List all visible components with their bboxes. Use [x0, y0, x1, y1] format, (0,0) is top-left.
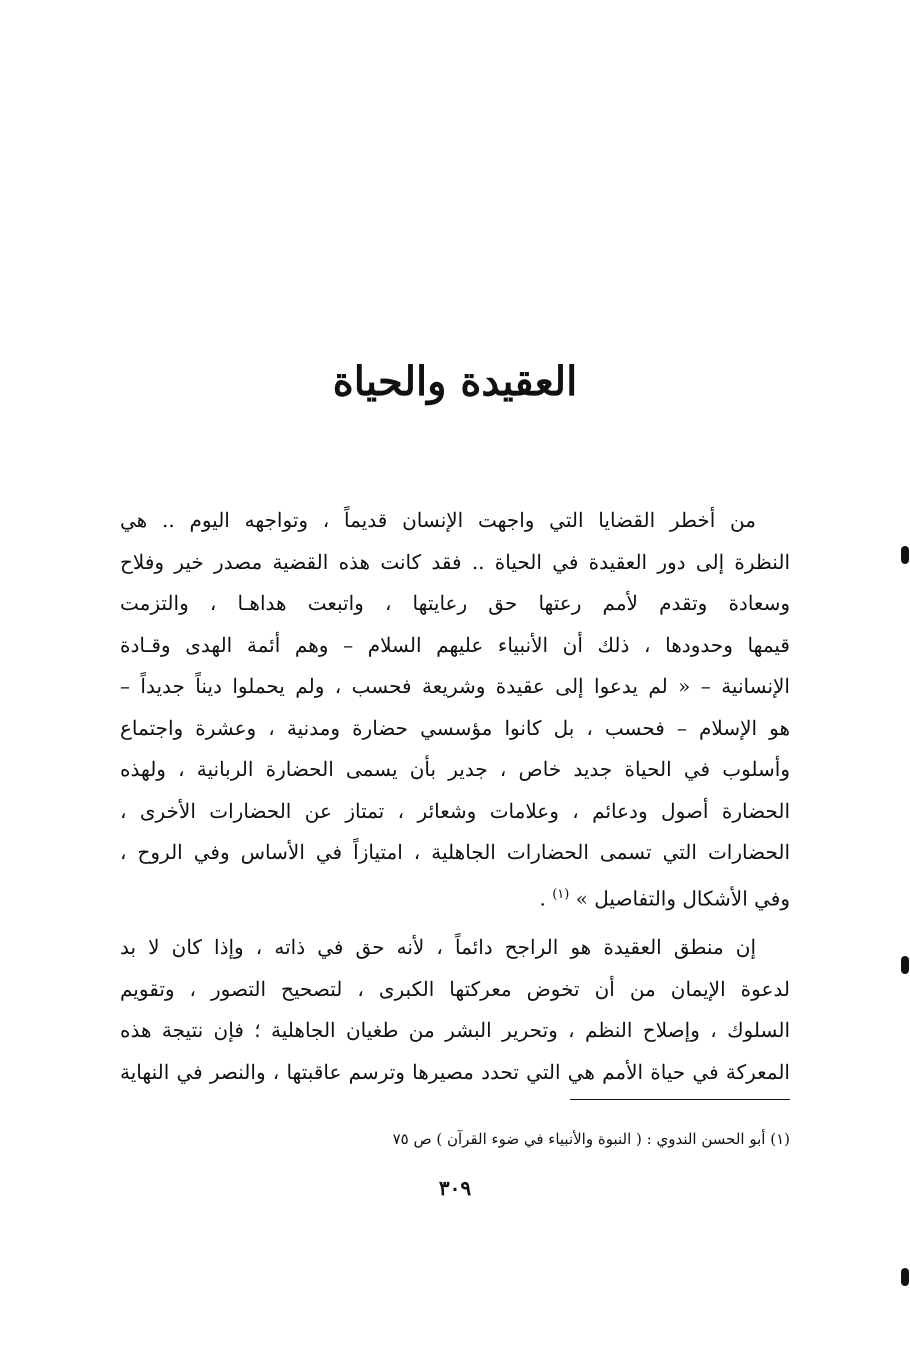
- paragraph-line: من أخطر القضايا التي واجهت الإنسان قديماً ، وتواجهه اليوم .. هي: [120, 508, 756, 532]
- paragraph-line: النظرة إلى دور العقيدة في الحياة .. فقد كانت هذه القضية مصدر خير وفلاح: [120, 549, 790, 574]
- paragraph-line: لدعوة الإيمان من أن تخوض معركتها الكبرى ، لتصحيح التصور ، وتقويم: [120, 976, 790, 1001]
- paragraph-line: هو الإسلام – فحسب ، بل كانوا مؤسسي حضارة ومدنية ، وعشرة واجتماع: [120, 715, 790, 740]
- paragraph-line: الحضارات التي تسمى الحضارات الجاهلية ، امتيازاً في الأساس وفي الروح ،: [120, 840, 790, 864]
- binding-hole-mark: [901, 546, 909, 564]
- footnote-reference[interactable]: (١): [552, 886, 570, 902]
- body-text: [120, 500, 790, 1093]
- paragraph-line: وأسلوب في الحياة جديد خاص ، جدير بأن يسمى الحضارة الربانية ، ولهذه: [120, 757, 790, 781]
- footnote-divider: [570, 1099, 790, 1100]
- paragraph-line: المعركة في حياة الأمم هي التي تحدد مصيرها وترسم عاقبتها ، والنصر في النهاية: [120, 1059, 790, 1084]
- paragraph-line: قيمها وحدودها ، ذلك أن الأنبياء عليهم السلام – وهم أئمة الهدى وقـادة: [120, 632, 790, 657]
- paragraph-line: الحضارة أصول ودعائم ، وعلامات وشعائر ، تمتاز عن الحضارات الأخرى ،: [120, 798, 790, 823]
- paragraph-line: وسعادة وتقدم لأمم رعتها حق رعايتها ، واتبعت هداهـا ، والتزمت: [120, 591, 790, 615]
- chapter-title: العقيدة والحياة: [332, 358, 578, 405]
- binding-hole-mark: [901, 956, 909, 974]
- page-number: ٣٠٩: [438, 1176, 472, 1200]
- paragraph-2: [120, 927, 790, 1093]
- paragraph-end-mark: .: [539, 886, 546, 911]
- paragraph-1: [120, 500, 790, 915]
- paragraph-line: السلوك ، وإصلاح النظم ، وتحرير البشر من طغيان الجاهلية ؛ فإن نتيجة هذه: [120, 1018, 790, 1042]
- paragraph-last-line: [120, 874, 790, 916]
- paragraph-line: الإنسانية – « لم يدعوا إلى عقيدة وشريعة فحسب ، ولم يحملوا ديناً جديداً –: [120, 674, 790, 698]
- paragraph-line-text: وفي الأشكال والتفاصيل »: [575, 886, 790, 911]
- footnote: (١) أبو الحسن الندوي : ( النبوة والأنبياء في ضوء القرآن ) ص ٧٥: [392, 1130, 790, 1148]
- paragraph-line: إن منطق العقيدة هو الراجح دائماً ، لأنه حق في ذاته ، وإذا كان لا بد: [120, 935, 756, 959]
- binding-hole-mark: [901, 1268, 909, 1286]
